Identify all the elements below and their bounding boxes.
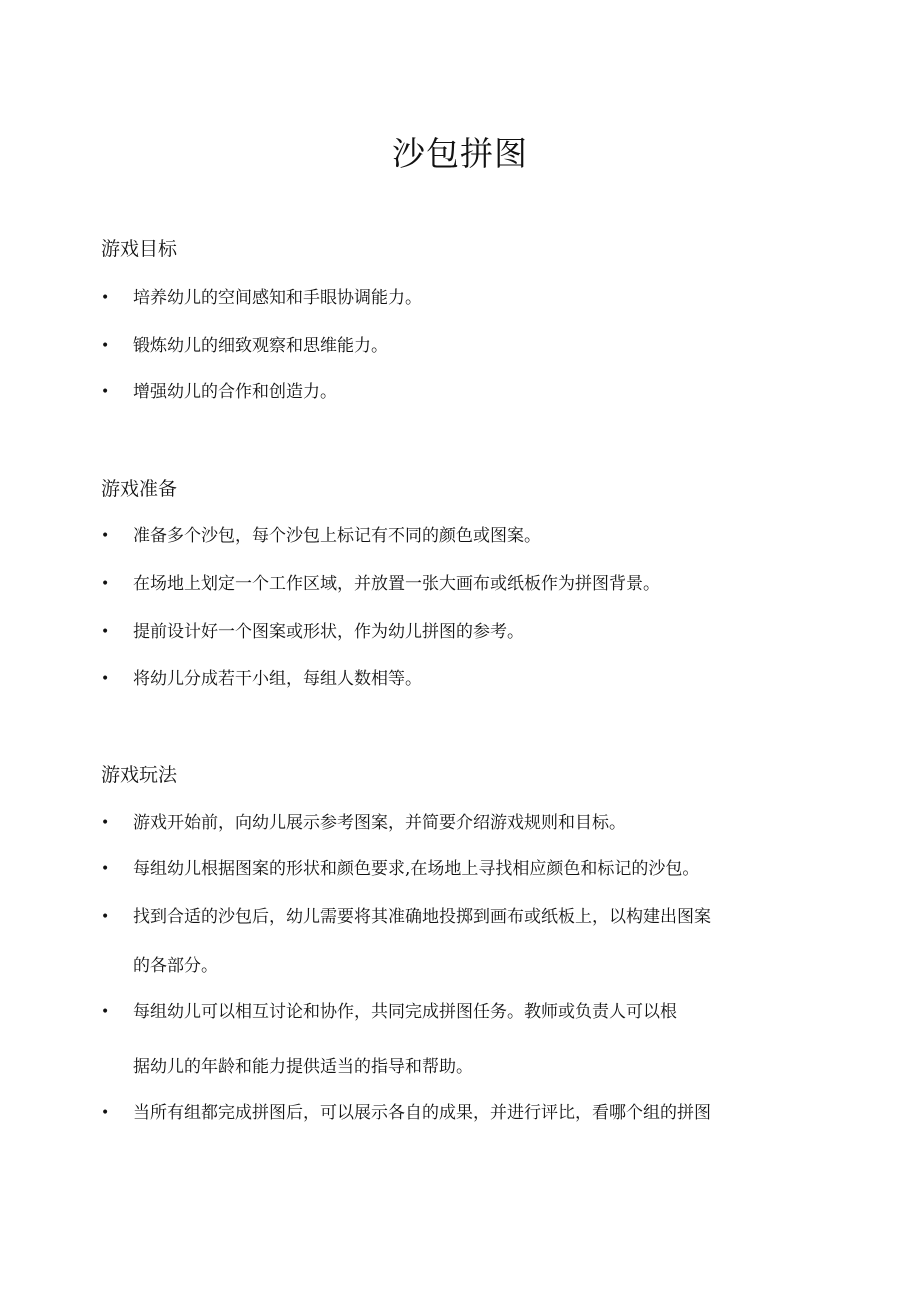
bullet: •: [101, 1105, 110, 1121]
document-title: 沙包拼图: [392, 134, 528, 173]
list-item-text: 培养幼儿的空间感知和手眼协调能力。: [133, 288, 422, 308]
section-heading-preparation: 游戏准备: [101, 478, 178, 500]
list-item-text: 游戏开始前，向幼儿展示参考图案，并简要介绍游戏规则和目标。: [133, 813, 626, 833]
list-item-text: 当所有组都完成拼图后，可以展示各自的成果，并进行评比，看哪个组的拼图: [133, 1103, 711, 1123]
bullet: •: [101, 909, 110, 925]
bullet: •: [101, 576, 110, 592]
list-item-text: 提前设计好一个图案或形状，作为幼儿拼图的参考。: [133, 622, 524, 642]
list-item-text: 锻炼幼儿的细致观察和思维能力。: [133, 336, 388, 356]
list-item-text-line-1: 每组幼儿可以相互讨论和协作，共同完成拼图任务。教师或负责人可以根: [133, 1002, 677, 1022]
list-item-text: 将幼儿分成若干小组，每组人数相等。: [133, 669, 422, 689]
bullet: •: [101, 624, 110, 640]
list-item-text: 每组幼儿根据图案的形状和颜色要求,在场地上寻找相应颜色和标记的沙包。: [133, 859, 700, 879]
bullet: •: [101, 671, 110, 687]
list-item-text-line-1: 找到合适的沙包后，幼儿需要将其准确地投掷到画布或纸板上，以构建出图案: [133, 907, 711, 927]
bullet: •: [101, 1004, 110, 1020]
bullet: •: [101, 384, 110, 400]
bullet: •: [101, 815, 110, 831]
list-item-text: 准备多个沙包，每个沙包上标记有不同的颜色或图案。: [133, 526, 541, 546]
section-heading-goals: 游戏目标: [101, 238, 178, 260]
bullet: •: [101, 861, 110, 877]
section-heading-gameplay: 游戏玩法: [101, 764, 178, 786]
bullet: •: [101, 290, 110, 306]
list-item-text-line-2: 据幼儿的年龄和能力提供适当的指导和帮助。: [133, 1057, 473, 1077]
bullet: •: [101, 338, 110, 354]
bullet: •: [101, 528, 110, 544]
list-item-text-line-2: 的各部分。: [133, 956, 218, 976]
list-item-text: 增强幼儿的合作和创造力。: [133, 382, 337, 402]
list-item-text: 在场地上划定一个工作区域，并放置一张大画布或纸板作为拼图背景。: [133, 574, 660, 594]
